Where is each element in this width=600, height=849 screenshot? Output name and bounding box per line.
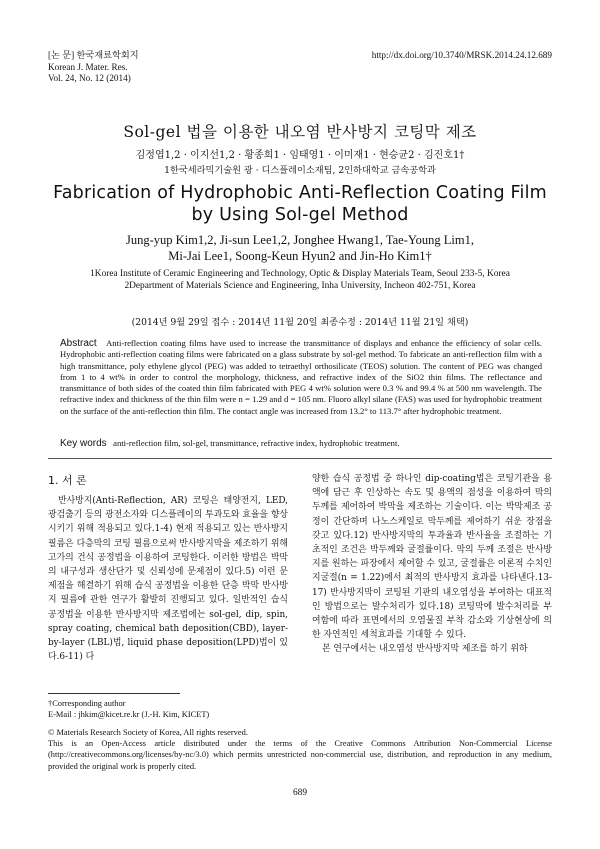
affiliation-english-1: 1Korea Institute of Ceramic Engineering and Technology, Optic & Display Materials Team, Seoul 233-5, Korea [90, 269, 510, 279]
corresponding-author-label: †Corresponding author [48, 699, 126, 708]
authors-english-line1: Jung-yup Kim1,2, Ji-sun Lee1,2, Jonghee Hwang1, Tae-Young Lim1, [126, 233, 474, 247]
footnote-divider [48, 693, 180, 694]
journal-header [48, 50, 139, 85]
body-column-left: 반사방지(Anti-Reflection, AR) 코팅은 태양전지, LED, 광검출기 등의 광전소자와 디스플레이의 투과도와 효율을 향상시키기 위해 적용되고 있다.1-4) 현재 적용되고 있는 반사방지 필름은 다층막의 코팅 필름으로써 반사방지막을 제조하기 위해 고가의 건식 공정법을 이용하여 코팅한다. 이러한 방법은 박막의 내구성과 생산단가 및 신뢰성에 문제점이 있다.5) 이런 문제점을 해결하기 위해 습식 공정법을 이용한 단층 박막 반사방지 필름에 관한 연구가 활발히 진행되고 있다. 일반적인 습식 공정법을 이용한 반사방지막 제조법에는 sol-gel, dip, spin, spray coating, chemical bath deposition(CBD), layer-by-layer (LBL)법, liquid phase deposition(LPD)법이 있다.6-11) 다 [48, 496, 288, 663]
journal-volume: Vol. 24, No. 12 (2014) [48, 73, 131, 84]
footnote [48, 698, 209, 721]
keywords-text: anti-reflection film, sol-gel, transmittance, refractive index, hydrophobic treatment. [113, 438, 400, 448]
affiliations-korean: 1한국세라믹기술원 광 · 디스플레이소재팀, 2인하대학교 금속공학과 [164, 165, 436, 176]
title-korean: Sol-gel 법을 이용한 내오염 반사방지 코팅막 제조 [123, 123, 477, 141]
keywords-block [60, 438, 542, 449]
doi-link[interactable]: http://dx.doi.org/10.3740/MRSK.2014.24.12.689 [371, 50, 552, 60]
copyright-line: © Materials Research Society of Korea, All rights reserved. [48, 728, 248, 737]
copyright-block [48, 727, 552, 772]
affiliations-english [0, 268, 600, 292]
title-english-line1: Fabrication of Hydrophobic Anti-Reflection Coating Film [53, 183, 547, 203]
body-column-right [312, 472, 552, 657]
submission-dates: (2014년 9월 29일 접수 : 2014년 11월 20일 최종수정 : 2014년 11월 21일 채택) [131, 317, 469, 328]
keywords-label: Key words [60, 438, 107, 449]
right-paragraph-2: 본 연구에서는 내오염성 반사방지막 제조를 하기 위하 [322, 644, 528, 655]
authors-korean: 김정엽1,2 · 이지선1,2 · 황종희1 · 임태영1 · 이미재1 · 현승균2 · 김진호1† [135, 150, 465, 161]
abstract-block [60, 338, 542, 417]
corresponding-author-email[interactable]: E-Mail : jhkim@kicet.re.kr (J.-H. Kim, KICET) [48, 710, 210, 720]
authors-english [0, 232, 600, 264]
journal-name-kr: [논 문] 한국재료학회지 [48, 50, 139, 60]
license-text: This is an Open-Access article distributed under the terms of the Creative Commons Attribution Non-Commercial License (http://creativecommons.org/licenses/by-nc/3.0) which permits unrestricted non-commercial use, distribution, and reproduction in any medium, provided the original work is properly cited. [48, 739, 552, 771]
right-paragraph-1: 양한 습식 공정법 중 하나인 dip-coating법은 코팅기관을 용액에 담근 후 인상하는 속도 및 용액의 점성을 이용하여 막의 두께를 제어하여 박막을 제조하는 기술이다. 이는 박막제조 공정이 간단하며 나노스케일로 막두께를 제어하기 쉬운 장점을 갖고 있다.12) 반사방지막의 투과율과 반사율을 조절하는 기초적인 조건은 박두께와 굴절률이다. 막의 두께 조절은 반사방지를 원하는 파장에서 제어할 수 있고, 굴절률은 이론적 수치인 지굴절(n = 1.22)에서 최적의 반사방지 효과를 나타낸다.13-17) 반사방지막이 코팅된 기판의 내오염성을 부여하는 대표적인 방법으로는 발수처리가 있다.18) 코팅막에 발수처리를 부여함에 따라 표면에서의 오염물질 부착 감소와 기상현상에 의한 자연적인 세척효과를 기대할 수 있다. [312, 474, 552, 641]
title-english-line2: by Using Sol-gel Method [191, 205, 409, 225]
title-english [0, 182, 600, 226]
journal-name-en: Korean J. Mater. Res. [48, 61, 128, 72]
affiliation-english-2: 2Department of Materials Science and Engineering, Inha University, Incheon 402-751, Korea [124, 281, 476, 291]
authors-english-line2: Mi-Jai Lee1, Soong-Keun Hyun2 and Jin-Ho Kim1† [168, 249, 432, 263]
abstract-label: Abstract [60, 338, 97, 349]
page-number: 689 [292, 788, 308, 798]
section-heading-introduction: 1. 서 론 [48, 474, 87, 487]
abstract-text: Anti-reflection coating films have used to increase the transmittance of displays and enhance the efficiency of solar cells. Hydrophobic anti-reflection coating films were fabricated on a glass substrate by sol-gel method. To fabricate an anti-reflection film with a high transmittance, poly ethylene glycol (PEG) was added to tetraethyl orthosilicate (TEOS) solution. The content of PEG was changed from 1 to 4 wt% in order to control the morphology, thickness, and refractive index of the SiO2 thin films. The reflectance and transmittance of both sides of the coated thin film fabricated with PEG 4 wt% solution were 0.3 % and 99.4 % at 500 nm wavelength. The refractive index and thickness of the thin film were n = 1.29 and d = 105 nm. Fluoro alkyl silane (FAS) was used for hydrophobic treatment on the surface of the anti-reflection thin film. The contact angle was increased from 13.2° to 113.7° after hydrophobic treatment. [60, 338, 542, 416]
section-divider [48, 458, 552, 459]
